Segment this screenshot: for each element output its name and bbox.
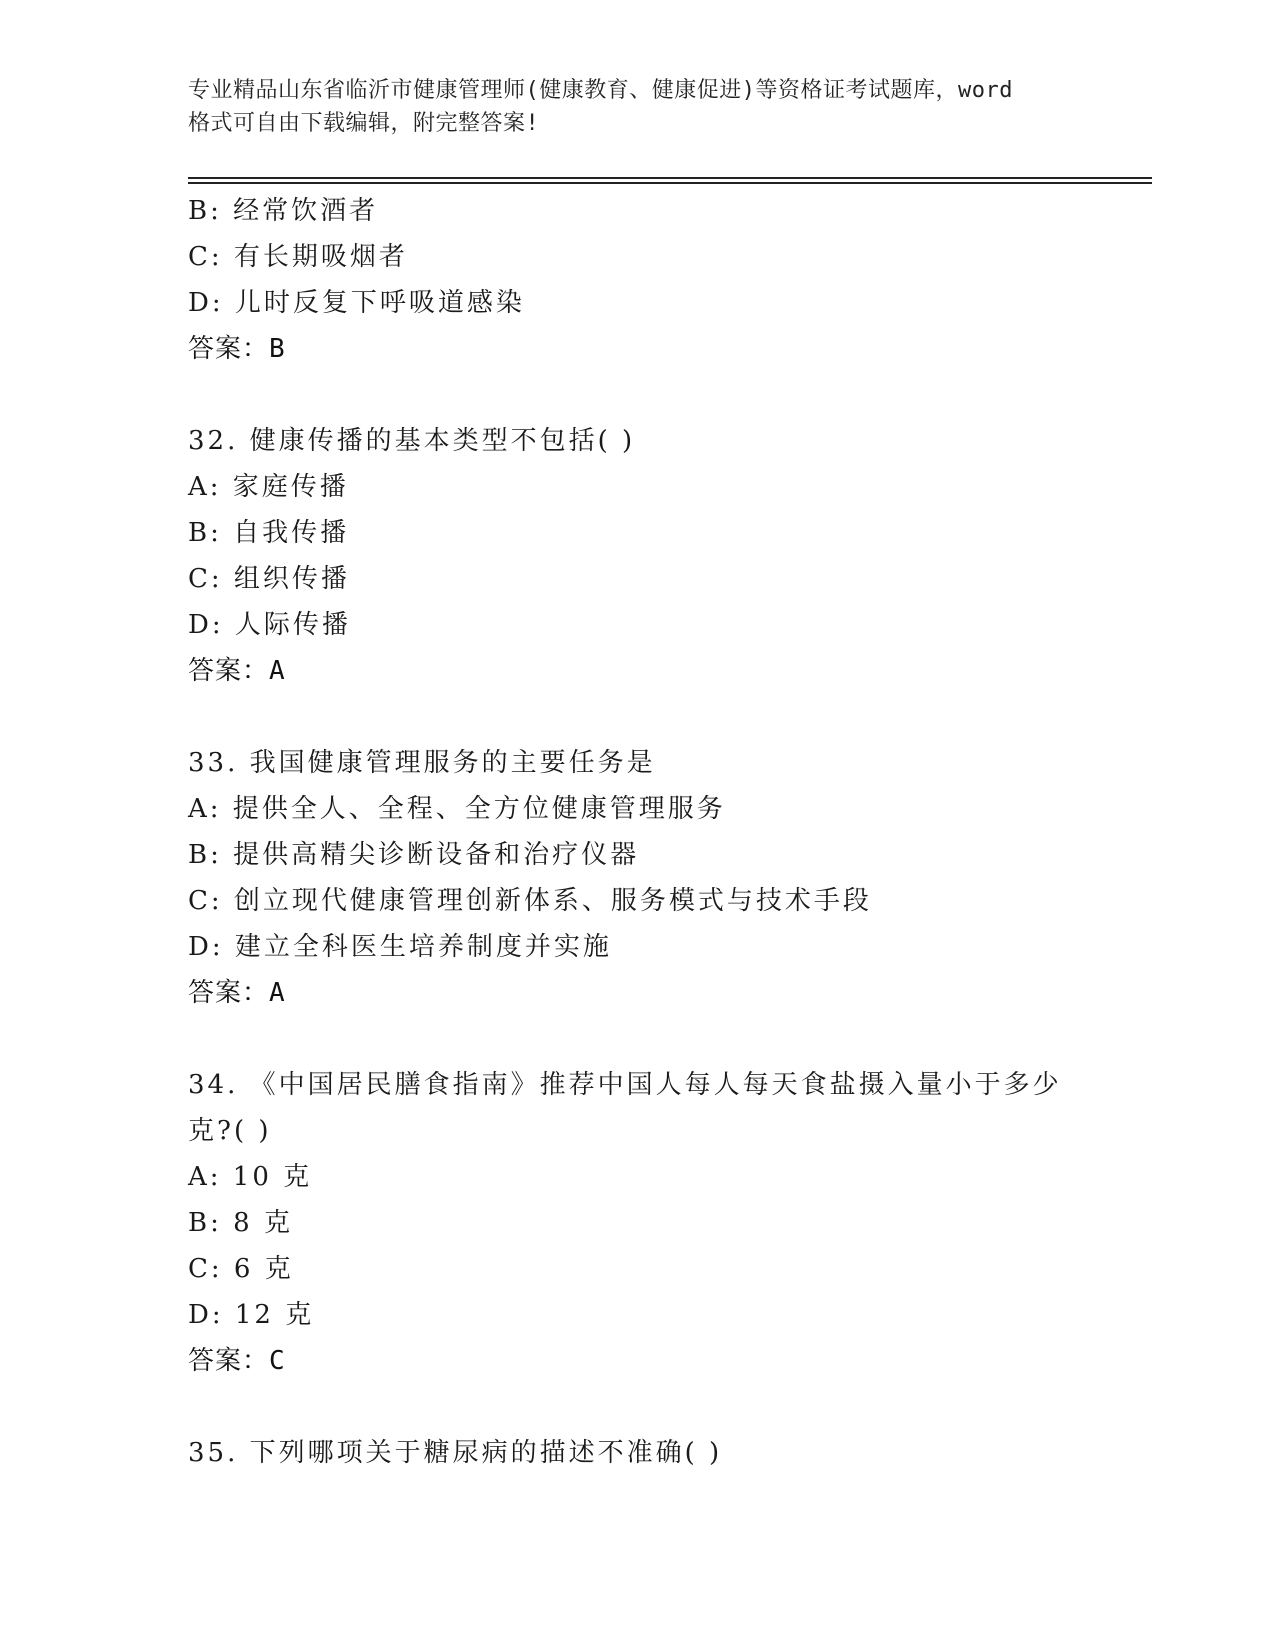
- answer-line: 答案：A: [188, 978, 286, 1008]
- question-text: 32. 健康传播的基本类型不包括( ): [188, 426, 636, 456]
- option-d: D: 12 克: [188, 1300, 315, 1330]
- header-line-2: 格式可自由下载编辑，附完整答案!: [188, 111, 540, 136]
- option-d: D: 人际传播: [188, 610, 351, 640]
- option-a: A: 提供全人、全程、全方位健康管理服务: [188, 794, 726, 824]
- header-divider-bottom: [188, 182, 1152, 184]
- question-block-35: [188, 1430, 1068, 1476]
- answer-line: 答案：B: [188, 334, 286, 364]
- question-block-31: [188, 188, 1068, 372]
- question-block-34: [188, 1062, 1068, 1384]
- spacer: [188, 1016, 1068, 1062]
- option-d: D: 儿时反复下呼吸道感染: [188, 288, 525, 318]
- question-text: 35. 下列哪项关于糖尿病的描述不准确( ): [188, 1438, 723, 1468]
- answer-line: 答案：C: [188, 1346, 286, 1376]
- option-c: C: 创立现代健康管理创新体系、服务模式与技术手段: [188, 886, 872, 916]
- option-b: B: 8 克: [188, 1208, 293, 1238]
- option-a: A: 10 克: [188, 1162, 313, 1192]
- question-text-line-1: 34. 《中国居民膳食指南》推荐中国人每人每天食盐摄入量小于多少: [188, 1070, 1062, 1100]
- spacer: [188, 694, 1068, 740]
- question-block-33: [188, 740, 1068, 1016]
- option-c: C: 有长期吸烟者: [188, 242, 408, 272]
- header-divider-top: [188, 177, 1152, 179]
- question-list: [188, 188, 1068, 1476]
- answer-line: 答案：A: [188, 656, 286, 686]
- document-header: [188, 74, 1088, 140]
- header-line-1: 专业精品山东省临沂市健康管理师(健康教育、健康促进)等资格证考试题库，word: [188, 78, 1013, 103]
- spacer: [188, 1384, 1068, 1430]
- spacer: [188, 372, 1068, 418]
- option-d: D: 建立全科医生培养制度并实施: [188, 932, 612, 962]
- option-b: B: 提供高精尖诊断设备和治疗仪器: [188, 840, 640, 870]
- option-b: B: 自我传播: [188, 518, 350, 548]
- question-text-line-2: 克?( ): [188, 1116, 272, 1146]
- option-a: A: 家庭传播: [188, 472, 349, 502]
- option-b: B: 经常饮酒者: [188, 196, 379, 226]
- option-c: C: 6 克: [188, 1254, 294, 1284]
- question-block-32: [188, 418, 1068, 694]
- question-text: 33. 我国健康管理服务的主要任务是: [188, 748, 656, 778]
- option-c: C: 组织传播: [188, 564, 350, 594]
